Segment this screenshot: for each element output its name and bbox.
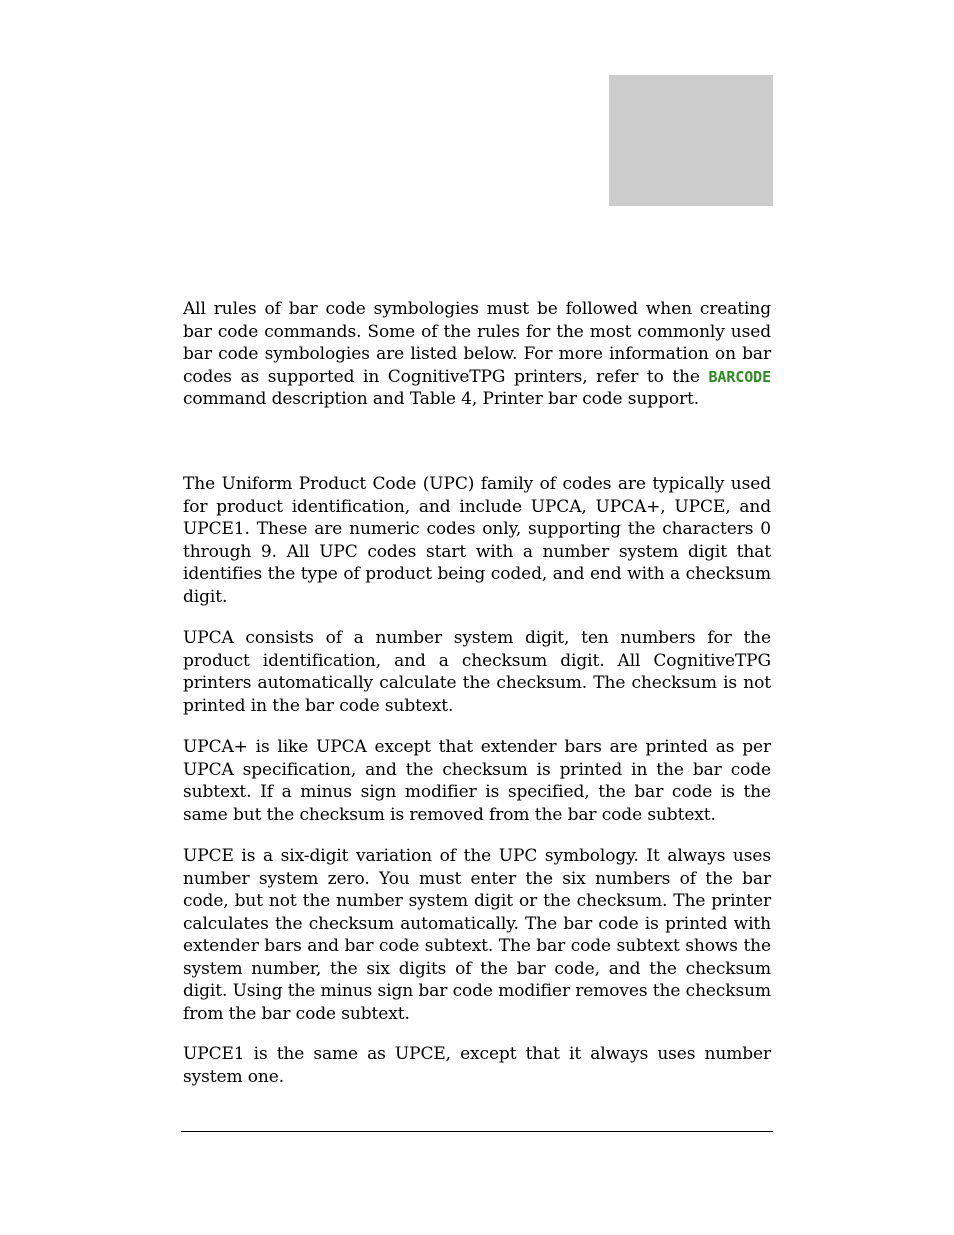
- footer-divider: [181, 1131, 773, 1132]
- intro-text-after: command description and Table 4, Printer bar code support.: [183, 389, 700, 409]
- upc-family-text: The Uniform Product Code (UPC) family of codes are typically used for product identification, and include UPCA, UPCA+, UPCE, and UPCE1. These are numeric codes only, supporting the characters 0 through 9. All UPC codes start with a number system digit that identifies the type of product being coded, and end with a checksum digit.: [183, 474, 771, 607]
- barcode-command-keyword: BARCODE: [708, 367, 771, 386]
- upce1-text: UPCE1 is the same as UPCE, except that it always uses number system one.: [183, 1044, 771, 1087]
- corner-tab-box: [609, 75, 773, 206]
- upce-paragraph: [183, 845, 771, 1025]
- upca-plus-paragraph: [183, 736, 771, 826]
- upca-plus-text: UPCA+ is like UPCA except that extender bars are printed as per UPCA specification, and the checksum is printed in the bar code subtext. If a minus sign modifier is specified, the bar code is the same but the checksum is removed from the bar code subtext.: [183, 737, 771, 825]
- intro-text-before: All rules of bar code symbologies must be followed when creating bar code commands. Some of the rules for the most commonly used bar code symbologies are listed below. For more information on bar codes as supported in CognitiveTPG printers, refer to the: [183, 299, 771, 387]
- upc-family-paragraph: [183, 473, 771, 608]
- upce-text: UPCE is a six-digit variation of the UPC symbology. It always uses number system zero. You must enter the six numbers of the bar code, but not the number system digit or the checksum. The printer calculates the checksum automatically. The bar code is printed with extender bars and bar code subtext. The bar code subtext shows the system number, the six digits of the bar code, and the checksum digit. Using the minus sign bar code modifier removes the checksum from the bar code subtext.: [183, 846, 771, 1024]
- upca-text: UPCA consists of a number system digit, ten numbers for the product identification, and a checksum digit. All CognitiveTPG printers automatically calculate the checksum. The checksum is not printed in the bar code subtext.: [183, 628, 771, 716]
- upce1-paragraph: [183, 1043, 771, 1088]
- intro-paragraph: [183, 298, 771, 411]
- upca-paragraph: [183, 627, 771, 717]
